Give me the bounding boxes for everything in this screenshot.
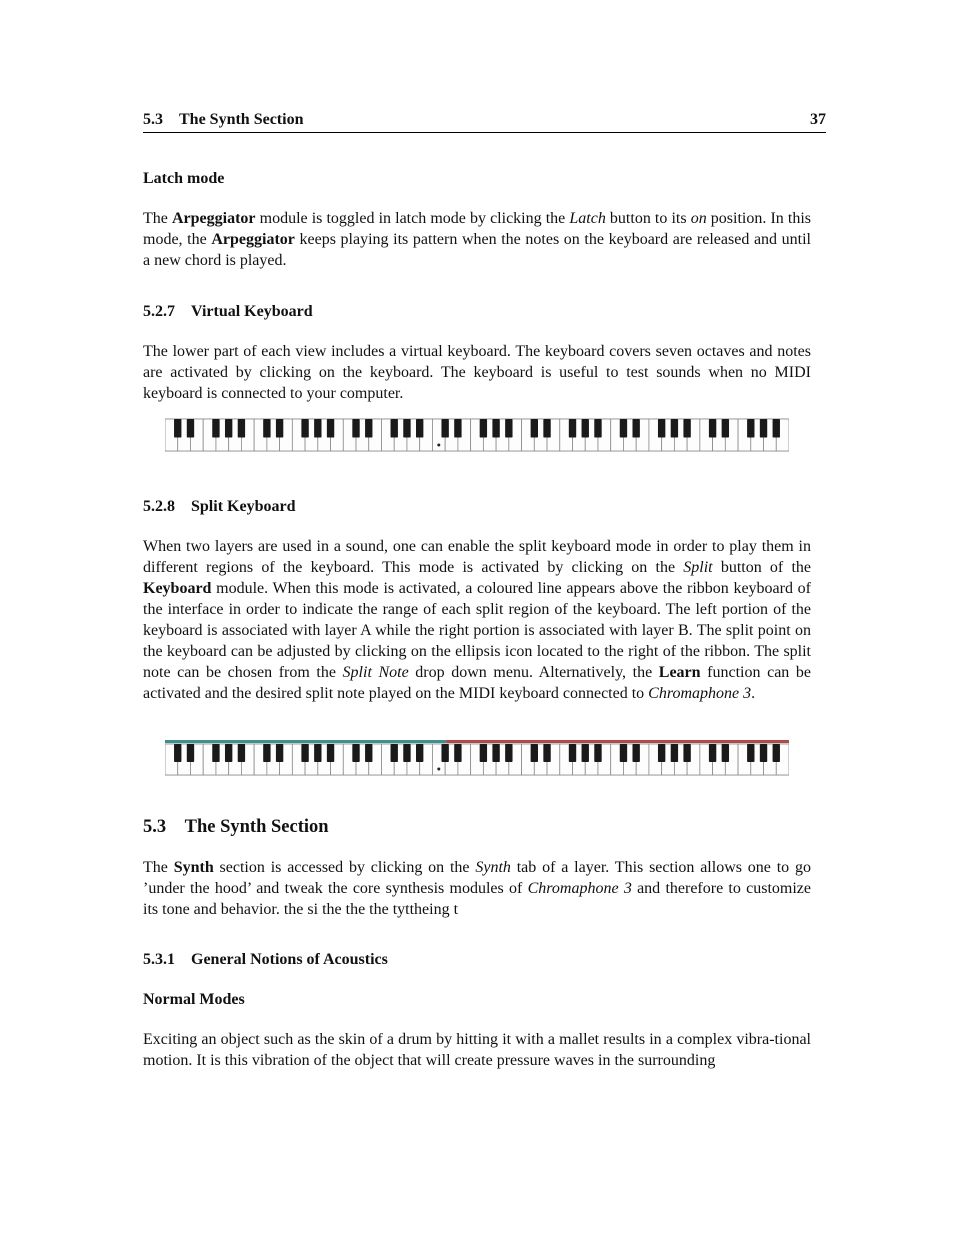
split-range-b (446, 740, 789, 743)
virtual-keyboard-heading: 5.2.7 Virtual Keyboard (143, 303, 313, 320)
black-key (582, 744, 589, 762)
black-key (403, 744, 410, 762)
keyboard-image (165, 418, 789, 452)
split-keyboard-figure (165, 740, 789, 776)
black-key (441, 419, 448, 438)
black-key (187, 744, 194, 762)
virtual-keyboard-paragraph: The lower part of each view includes a virtual keyboard. The keyboard covers seven octaves and notes are activated by clicking on the keyboard. The keyboard is useful to test sounds when no MIDI keyboard is connected to your computer. (143, 343, 811, 402)
latch-paragraph: The Arpeggiator module is toggled in latch mode by clicking the Latch button to its on position. In this mode, the Arpeggiator keeps playing its pattern when the notes on the keyboard are released and until a new chord is played. (143, 210, 812, 269)
black-key (212, 744, 219, 762)
black-key (480, 419, 487, 438)
black-key (441, 744, 448, 762)
black-key (174, 744, 181, 762)
black-key (531, 744, 538, 762)
black-key (632, 419, 639, 438)
acoustics-heading: 5.3.1 General Notions of Acoustics (143, 951, 388, 968)
page-header (143, 111, 826, 133)
black-key (238, 419, 245, 438)
black-key (454, 744, 461, 762)
black-key (263, 744, 270, 762)
black-key (722, 744, 729, 762)
black-key (773, 744, 780, 762)
split-keyboard-heading: 5.2.8 Split Keyboard (143, 498, 296, 515)
black-key (187, 419, 194, 438)
middle-c-marker (437, 768, 440, 771)
black-key (658, 419, 665, 438)
black-key (671, 419, 678, 438)
black-key (174, 419, 181, 438)
black-key (658, 744, 665, 762)
black-key (225, 744, 232, 762)
black-key (480, 744, 487, 762)
black-key (632, 744, 639, 762)
normal-modes-heading: Normal Modes (143, 991, 245, 1008)
black-key (594, 419, 601, 438)
black-key (620, 744, 627, 762)
black-key (225, 419, 232, 438)
black-key (505, 419, 512, 438)
black-key (760, 744, 767, 762)
black-key (212, 419, 219, 438)
page-number: 37 (810, 111, 826, 128)
black-key (709, 744, 716, 762)
black-key (683, 744, 690, 762)
synth-section-heading: 5.3 The Synth Section (143, 817, 329, 837)
virtual-keyboard-figure (165, 418, 789, 452)
black-key (543, 419, 550, 438)
black-key (416, 744, 423, 762)
split-keyboard-image (165, 740, 789, 776)
black-key (620, 419, 627, 438)
split-range-a (165, 740, 446, 743)
black-key (543, 744, 550, 762)
black-key (276, 744, 283, 762)
black-key (352, 744, 359, 762)
split-keyboard-paragraph: When two layers are used in a sound, one can enable the split keyboard mode in order to play them in different regions of the keyboard. This mode is activated by clicking on the Split button of the Keyboard module. When this mode is activated, a coloured line appears above the ribbon keyboard of the interface in order to indicate the range of each split region of the keyboard. The left portion of the keyboard is associated with layer A while the right portion is associated with layer B. The split point on the keyboard can be adjusted by clicking on the ellipsis icon located to the right of the ribbon. The split note can be chosen from the Split Note drop down menu. Alternatively, the Learn function can be activated and the desired split note played on the MIDI keyboard connected to Chromaphone 3. (143, 538, 812, 702)
black-key (671, 744, 678, 762)
header-section-title: 5.3 The Synth Section (143, 111, 304, 128)
black-key (747, 419, 754, 438)
black-key (416, 419, 423, 438)
black-key (327, 744, 334, 762)
black-key (683, 419, 690, 438)
black-key (391, 744, 398, 762)
black-key (492, 419, 499, 438)
black-key (314, 419, 321, 438)
black-key (403, 419, 410, 438)
black-key (301, 744, 308, 762)
black-key (569, 744, 576, 762)
normal-modes-paragraph: Exciting an object such as the skin of a drum by hitting it with a mallet results in a complex vibra-tional motion. It is this vibration of the object that will create pressure waves in the surrounding (143, 1031, 811, 1069)
black-key (531, 419, 538, 438)
black-key (773, 419, 780, 438)
black-key (722, 419, 729, 438)
black-key (365, 744, 372, 762)
black-key (276, 419, 283, 438)
synth-paragraph: The Synth section is accessed by clicking on the Synth tab of a layer. This section allows one to go ’under the hood’ and tweak the core synthesis modules of Chromaphone 3 and therefore to customize its tone and behavior. the si the the the tyttheing t (143, 859, 811, 918)
black-key (365, 419, 372, 438)
black-key (747, 744, 754, 762)
middle-c-marker (437, 444, 440, 447)
black-key (263, 419, 270, 438)
black-key (594, 744, 601, 762)
black-key (327, 419, 334, 438)
black-key (454, 419, 461, 438)
black-key (709, 419, 716, 438)
black-key (492, 744, 499, 762)
black-key (352, 419, 359, 438)
black-key (391, 419, 398, 438)
black-key (505, 744, 512, 762)
black-key (301, 419, 308, 438)
black-key (569, 419, 576, 438)
black-key (314, 744, 321, 762)
black-key (238, 744, 245, 762)
black-key (582, 419, 589, 438)
latch-heading: Latch mode (143, 170, 225, 187)
black-key (760, 419, 767, 438)
